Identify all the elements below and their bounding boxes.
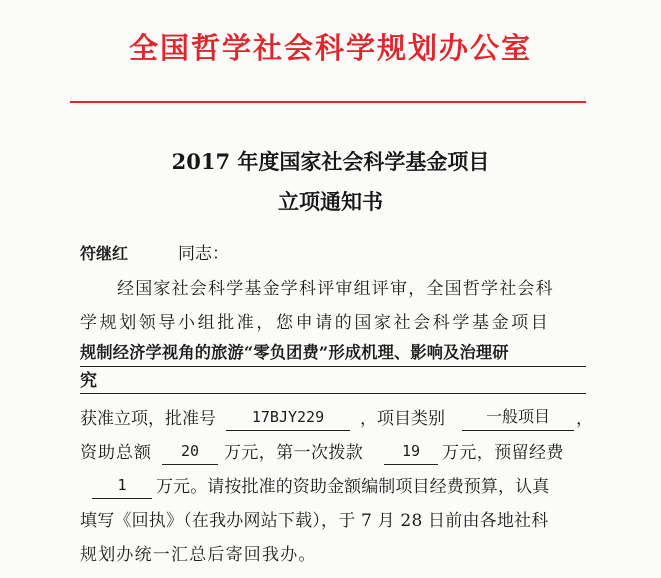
- approval-prefix: 获准立项，批准号: [80, 409, 216, 429]
- project-title-underline-2: [80, 393, 586, 394]
- project-title-line1: 规制经济学视角的旅游“零负团费”形成机理、影响及治理研: [80, 343, 509, 362]
- document-title-line2: 立项通知书: [278, 189, 383, 214]
- category-prefix: ，项目类别: [360, 409, 445, 429]
- reserved-suffix: 万元。请按批准的资助金额编制项目经费预算，认真: [156, 477, 550, 497]
- salutation-suffix: 同志：: [178, 244, 229, 264]
- funding-prefix: 资助总额: [80, 443, 152, 463]
- body-line-1: 经国家社会科学基金学科评审组评审，全国哲学社会科: [117, 279, 554, 299]
- letterhead-office-name: 全国哲学社会科学规划办公室: [128, 31, 532, 65]
- funding-unit-2: 万元，预留经费: [442, 443, 564, 463]
- body-line-return: 规划办统一汇总后寄回我办。: [80, 545, 317, 565]
- document-title-line1: 2017 年度国家社会科学基金项目: [171, 149, 490, 174]
- funding-total: 20: [162, 438, 218, 465]
- project-title-underline-1: [80, 366, 586, 367]
- letterhead-red-rule: [70, 101, 586, 103]
- body-line-form: 填写《回执》（在我办网站下载），于 7 月 28 日前由各地社科: [80, 511, 549, 531]
- body-line-2: 学规划领导小组批准，您申请的国家社会科学基金项目: [80, 313, 551, 333]
- project-category: 一般项目: [462, 404, 574, 431]
- category-suffix: ，: [576, 409, 593, 429]
- salutation-name: 符继红: [80, 244, 129, 263]
- funding-unit-1: 万元，第一次拨款: [224, 443, 364, 463]
- reserved-funds: 1: [92, 472, 152, 499]
- approval-number: 17BJY229: [226, 404, 350, 431]
- project-title-line2: 究: [80, 371, 97, 391]
- first-payment: 19: [384, 438, 438, 465]
